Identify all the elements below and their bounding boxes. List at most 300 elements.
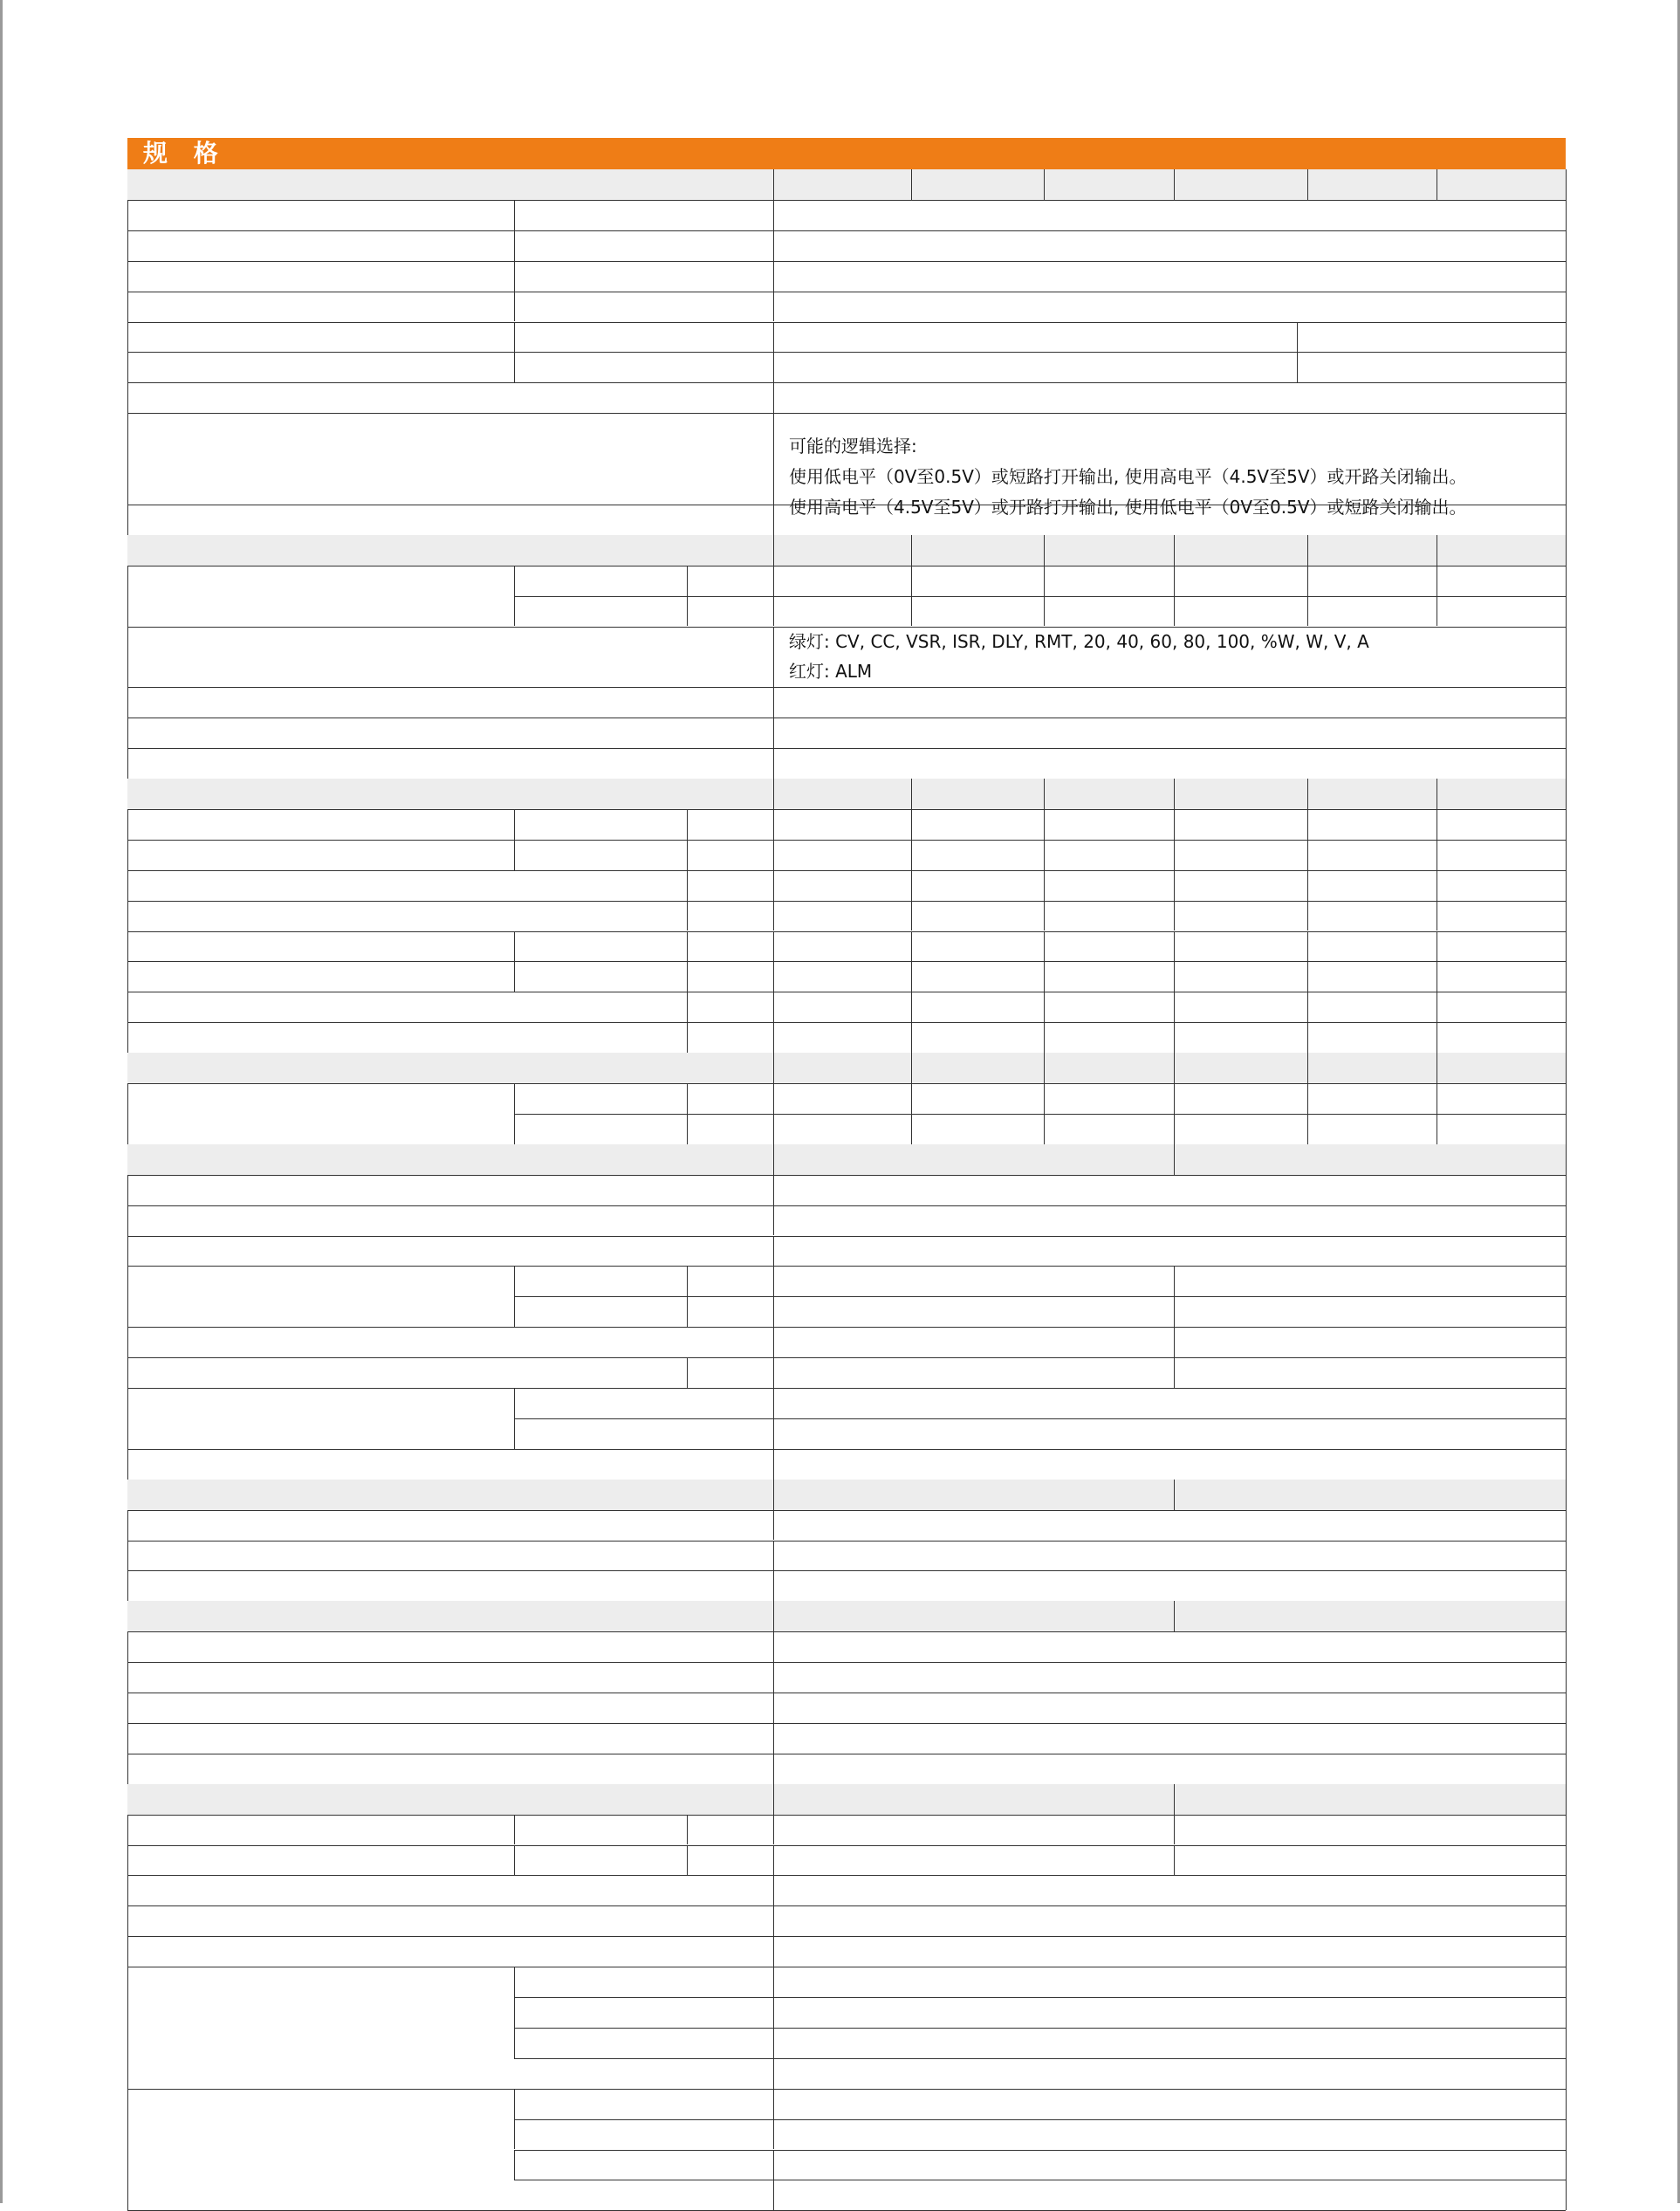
condition-cell — [514, 2089, 687, 2119]
spec-value-secondary — [1297, 352, 1566, 382]
spec-value — [773, 230, 1566, 261]
spec-value — [773, 1936, 1566, 1967]
column-rule — [1297, 352, 1298, 382]
column-rule — [773, 1541, 774, 1571]
column-rule — [773, 627, 774, 688]
column-rule — [773, 1510, 774, 1541]
column-rule — [773, 1357, 774, 1388]
condition-cell — [514, 292, 687, 322]
model-value-cell — [911, 1114, 1044, 1144]
model-value-cell — [1307, 931, 1437, 962]
column-rule — [773, 1296, 774, 1327]
column-rule — [773, 1905, 774, 1936]
column-rule — [687, 566, 688, 596]
model-column-header — [773, 1053, 911, 1083]
model-value-cell — [1307, 1083, 1437, 1114]
model-value-cell — [773, 931, 911, 962]
model-column-header — [1307, 779, 1437, 809]
model-value-cell — [1437, 840, 1566, 870]
column-rule — [773, 169, 774, 200]
row-label — [127, 718, 514, 748]
spec-value — [773, 1815, 1174, 1845]
column-rule — [1307, 1083, 1308, 1114]
model-value-cell — [1044, 992, 1174, 1022]
spec-value — [773, 382, 1566, 413]
model-value-cell — [911, 596, 1044, 627]
spec-value-secondary — [1174, 1327, 1566, 1357]
row-label — [127, 1327, 514, 1357]
model-value-cell — [911, 809, 1044, 840]
row-label — [127, 1875, 514, 1905]
model-column-header — [1174, 169, 1307, 200]
row-label — [127, 1723, 514, 1754]
column-rule — [514, 809, 515, 840]
column-rule — [1174, 1357, 1175, 1388]
condition-cell — [514, 2028, 687, 2058]
column-rule — [514, 1388, 515, 1418]
dual-channel-header — [773, 1601, 1174, 1631]
column-rule — [911, 809, 912, 840]
column-rule — [911, 596, 912, 627]
model-value-cell — [1307, 992, 1437, 1022]
row-label — [127, 1754, 514, 1784]
column-rule — [773, 1266, 774, 1296]
model-value-cell — [911, 992, 1044, 1022]
column-rule — [1044, 1083, 1045, 1114]
column-rule — [514, 292, 515, 322]
model-value-cell — [1437, 1022, 1566, 1053]
column-rule — [773, 901, 774, 931]
unit-cell — [687, 901, 773, 931]
spec-value-secondary — [1297, 322, 1566, 353]
spec-value — [773, 1175, 1566, 1205]
unit-cell — [687, 1022, 773, 1053]
model-column-header — [1437, 169, 1566, 200]
column-rule — [1044, 566, 1045, 596]
model-value-cell — [1437, 992, 1566, 1022]
spec-value — [773, 1388, 1566, 1418]
column-rule — [773, 1754, 774, 1784]
column-rule — [911, 1022, 912, 1053]
model-value-cell — [1437, 1114, 1566, 1144]
model-value-cell — [1437, 901, 1566, 931]
column-rule — [1307, 870, 1308, 901]
triple-channel-header — [1174, 1784, 1566, 1815]
column-rule — [773, 2028, 774, 2058]
column-rule — [1174, 1845, 1175, 1876]
column-rule — [1044, 931, 1045, 962]
model-value-cell — [1437, 809, 1566, 840]
spec-value-secondary — [1174, 1296, 1566, 1327]
model-column-header — [1307, 535, 1437, 566]
column-rule — [911, 901, 912, 931]
spec-value — [773, 2150, 1566, 2180]
column-rule — [773, 748, 774, 779]
column-rule — [773, 1144, 774, 1175]
row-label — [127, 413, 514, 505]
condition-cell — [514, 261, 687, 292]
column-rule — [1174, 535, 1175, 566]
column-rule — [773, 1875, 774, 1905]
column-rule — [1174, 1114, 1175, 1144]
model-value-cell — [773, 1022, 911, 1053]
column-rule — [1174, 1784, 1175, 1815]
spec-value — [773, 1631, 1566, 1662]
column-rule — [514, 352, 515, 382]
unit-cell — [687, 931, 773, 962]
column-rule — [1174, 992, 1175, 1022]
model-column-header — [1307, 1053, 1437, 1083]
spec-value — [773, 1875, 1566, 1905]
spec-value-multiline — [773, 413, 1566, 518]
spec-value — [773, 2119, 1566, 2150]
banner-title: 规 格 — [143, 139, 227, 168]
column-rule — [1174, 840, 1175, 870]
model-column-header — [773, 169, 911, 200]
condition-cell — [514, 2150, 687, 2180]
row-label — [127, 292, 514, 322]
column-rule — [514, 2150, 515, 2180]
column-rule — [773, 1631, 774, 1662]
model-value-cell — [1307, 870, 1437, 901]
column-rule — [1174, 870, 1175, 901]
column-rule — [911, 535, 912, 566]
spec-value — [773, 2089, 1566, 2119]
spec-value-secondary — [1174, 1845, 1566, 1876]
column-rule — [773, 2150, 774, 2180]
column-rule — [1174, 1083, 1175, 1114]
column-rule — [773, 870, 774, 901]
column-rule — [1307, 840, 1308, 870]
unit-cell — [687, 870, 773, 901]
column-rule — [1174, 931, 1175, 962]
condition-cell — [514, 1266, 687, 1296]
column-rule — [1566, 169, 1567, 2210]
column-rule — [514, 1266, 515, 1296]
model-value-cell — [1174, 870, 1307, 901]
column-rule — [773, 261, 774, 292]
column-rule — [514, 1114, 515, 1144]
model-value-cell — [1437, 1083, 1566, 1114]
model-value-cell — [911, 1022, 1044, 1053]
column-rule — [514, 1083, 515, 1114]
column-rule — [773, 2180, 774, 2210]
column-rule — [773, 230, 774, 261]
model-value-cell — [1174, 931, 1307, 962]
column-rule — [773, 718, 774, 748]
model-value-cell — [1174, 901, 1307, 931]
column-rule — [773, 2089, 774, 2119]
model-column-header — [911, 1053, 1044, 1083]
condition-cell — [514, 931, 687, 962]
model-value-cell — [1174, 1083, 1307, 1114]
column-rule — [687, 809, 688, 840]
row-label — [127, 1388, 514, 1418]
triple-channel-header — [1174, 1144, 1566, 1175]
column-rule — [773, 1784, 774, 1815]
spec-value — [773, 748, 1566, 779]
model-value-cell — [1044, 961, 1174, 992]
row-label — [127, 1144, 514, 1175]
column-rule — [911, 1053, 912, 1083]
column-rule — [1307, 596, 1308, 627]
condition-cell — [514, 1114, 687, 1144]
model-value-cell — [1044, 870, 1174, 901]
column-rule — [911, 169, 912, 200]
unit-cell — [687, 1083, 773, 1114]
column-rule — [514, 2119, 515, 2150]
column-rule — [514, 1845, 515, 1876]
column-rule — [1174, 779, 1175, 809]
column-rule — [773, 1601, 774, 1631]
column-rule — [773, 779, 774, 809]
row-label — [127, 1449, 514, 1480]
model-column-header — [911, 169, 1044, 200]
row-label — [127, 931, 514, 962]
spec-value — [773, 1236, 1566, 1267]
model-value-cell — [1307, 961, 1437, 992]
spec-value — [773, 322, 1297, 353]
row-label — [127, 1570, 514, 1601]
model-value-cell — [1044, 931, 1174, 962]
model-value-cell — [1044, 809, 1174, 840]
column-rule — [1307, 1053, 1308, 1083]
column-rule — [773, 1083, 774, 1114]
spec-value — [773, 1357, 1174, 1388]
column-rule — [687, 961, 688, 992]
column-rule — [1044, 992, 1045, 1022]
row-label — [127, 779, 514, 809]
spec-value — [773, 1418, 1566, 1449]
spec-value-multiline — [773, 627, 1566, 688]
spec-value — [773, 1845, 1174, 1876]
model-column-header — [773, 535, 911, 566]
unit-cell — [687, 961, 773, 992]
column-rule — [773, 535, 774, 566]
model-value-cell — [911, 1083, 1044, 1114]
dual-channel-header — [773, 1480, 1174, 1510]
model-value-cell — [773, 596, 911, 627]
model-column-header — [773, 779, 911, 809]
row-label — [127, 535, 514, 566]
model-value-cell — [1437, 870, 1566, 901]
column-rule — [514, 322, 515, 353]
model-value-cell — [1174, 809, 1307, 840]
column-rule — [1044, 961, 1045, 992]
column-rule — [514, 2028, 515, 2058]
model-value-cell — [1044, 901, 1174, 931]
column-rule — [1044, 169, 1045, 200]
condition-cell — [514, 1083, 687, 1114]
condition-cell — [514, 322, 687, 353]
condition-cell — [514, 1967, 687, 1997]
column-rule — [773, 596, 774, 627]
column-rule — [773, 1662, 774, 1693]
row-label — [127, 200, 514, 230]
column-rule — [773, 1936, 774, 1967]
row-label — [127, 992, 514, 1022]
model-column-header — [1437, 535, 1566, 566]
unit-cell — [687, 1114, 773, 1144]
condition-cell — [514, 1845, 687, 1876]
dual-channel-header — [773, 1144, 1174, 1175]
column-rule — [1307, 961, 1308, 992]
model-value-cell — [1437, 566, 1566, 596]
model-value-cell — [1044, 1114, 1174, 1144]
spec-value — [773, 1723, 1566, 1754]
column-rule — [773, 1997, 774, 2028]
column-rule — [514, 1296, 515, 1327]
unit-cell — [687, 992, 773, 1022]
spec-value-secondary — [1174, 1815, 1566, 1845]
column-rule — [773, 1388, 774, 1418]
condition-cell — [514, 1388, 687, 1418]
unit-cell — [687, 840, 773, 870]
model-value-cell — [773, 901, 911, 931]
spec-value — [773, 292, 1566, 322]
model-value-cell — [1307, 1022, 1437, 1053]
column-rule — [1174, 1144, 1175, 1175]
column-rule — [773, 1022, 774, 1053]
spec-value — [773, 718, 1566, 748]
column-rule — [1174, 1053, 1175, 1083]
column-rule — [911, 931, 912, 962]
spec-value — [773, 352, 1297, 382]
model-value-cell — [773, 1083, 911, 1114]
model-value-cell — [1174, 1114, 1307, 1144]
spec-value — [773, 505, 1566, 535]
unit-cell — [687, 1296, 773, 1327]
model-value-cell — [911, 961, 1044, 992]
spec-value — [773, 2180, 1566, 2210]
column-rule — [687, 870, 688, 901]
column-rule — [687, 1266, 688, 1296]
model-value-cell — [773, 809, 911, 840]
model-column-header — [1044, 535, 1174, 566]
column-rule — [911, 1114, 912, 1144]
column-rule — [514, 840, 515, 870]
model-value-cell — [773, 961, 911, 992]
column-rule — [1174, 596, 1175, 627]
column-rule — [773, 1449, 774, 1480]
model-value-cell — [911, 901, 1044, 931]
row-label — [127, 169, 514, 200]
column-rule — [773, 840, 774, 870]
spec-table — [127, 169, 1566, 2188]
column-rule — [1044, 901, 1045, 931]
column-rule — [911, 1083, 912, 1114]
row-label — [127, 901, 514, 931]
spec-value — [773, 1449, 1566, 1480]
model-value-cell — [773, 870, 911, 901]
triple-channel-header — [1174, 1480, 1566, 1510]
row-label — [127, 1541, 514, 1571]
column-rule — [773, 2119, 774, 2150]
model-value-cell — [1174, 1022, 1307, 1053]
row-label — [127, 1510, 514, 1541]
column-rule — [773, 1175, 774, 1205]
spec-value — [773, 1693, 1566, 1723]
column-rule — [773, 382, 774, 413]
condition-cell — [514, 840, 687, 870]
row-label — [127, 1236, 514, 1267]
row-label — [127, 627, 514, 688]
row-label — [127, 1905, 514, 1936]
model-value-cell — [1044, 840, 1174, 870]
spec-value — [773, 1266, 1174, 1296]
model-column-header — [1174, 779, 1307, 809]
column-rule — [1307, 779, 1308, 809]
spec-value — [773, 687, 1566, 718]
row-label — [127, 809, 514, 840]
column-rule — [1297, 322, 1298, 353]
column-rule — [1174, 169, 1175, 200]
unit-cell — [687, 1266, 773, 1296]
column-rule — [514, 1418, 515, 1449]
column-rule — [773, 1693, 774, 1723]
model-column-header — [1174, 535, 1307, 566]
row-label — [127, 840, 514, 870]
column-rule — [1044, 596, 1045, 627]
column-rule — [514, 2089, 515, 2119]
column-rule — [1044, 809, 1045, 840]
column-rule — [1044, 535, 1045, 566]
model-column-header — [1174, 1053, 1307, 1083]
column-rule — [773, 2058, 774, 2089]
model-value-cell — [773, 1114, 911, 1144]
column-rule — [773, 809, 774, 840]
column-rule — [773, 687, 774, 718]
condition-cell — [514, 2119, 687, 2150]
unit-cell — [687, 1357, 773, 1388]
model-value-cell — [1437, 961, 1566, 992]
column-rule — [773, 505, 774, 535]
column-rule — [773, 352, 774, 382]
model-column-header — [1437, 779, 1566, 809]
model-column-header — [911, 535, 1044, 566]
spec-value-line: 可能的逻辑选择: — [789, 436, 917, 457]
condition-cell — [514, 961, 687, 992]
column-rule — [773, 1114, 774, 1144]
column-rule — [514, 1967, 515, 1997]
row-label — [127, 748, 514, 779]
column-rule — [1174, 1327, 1175, 1357]
model-value-cell — [1044, 1022, 1174, 1053]
column-rule — [1044, 870, 1045, 901]
column-rule — [1044, 1022, 1045, 1053]
column-rule — [1174, 961, 1175, 992]
spec-value-line: 使用低电平（0V至0.5V）或短路打开输出, 使用高电平（4.5V至5V）或开路关闭输出。 — [789, 466, 1467, 488]
row-label — [127, 1480, 514, 1510]
column-rule — [773, 931, 774, 962]
row-label — [127, 1357, 514, 1388]
column-rule — [687, 840, 688, 870]
column-rule — [514, 1815, 515, 1845]
column-rule — [773, 1967, 774, 1997]
column-rule — [1174, 1815, 1175, 1845]
spec-value — [773, 2058, 1566, 2089]
row-label — [127, 1022, 514, 1053]
model-column-header — [1437, 1053, 1566, 1083]
condition-cell — [514, 596, 687, 627]
column-rule — [687, 1296, 688, 1327]
row-label — [127, 382, 514, 413]
spec-value — [773, 1967, 1566, 1997]
column-rule — [773, 1236, 774, 1267]
column-rule — [514, 230, 515, 261]
column-rule — [1044, 779, 1045, 809]
column-rule — [687, 992, 688, 1022]
